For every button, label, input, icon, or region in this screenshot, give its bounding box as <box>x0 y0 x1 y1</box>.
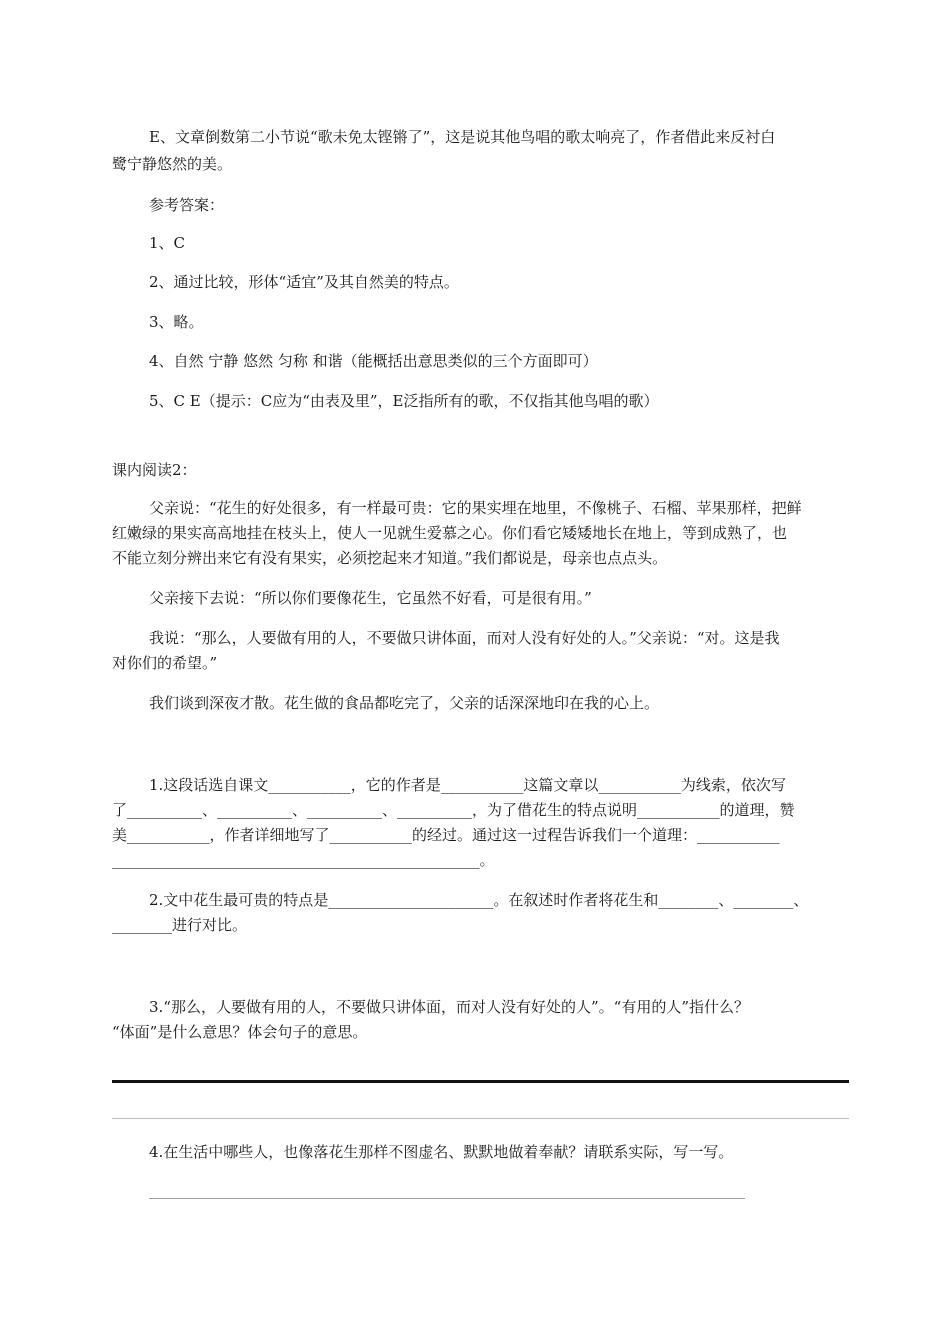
question-1-line-2: 了__________、__________、__________、__________，为了借花生的特点说明___________的道理，赞 <box>112 801 795 819</box>
question-1-line-4: _________________________________________________。 <box>112 851 495 869</box>
passage-p4: 我们谈到深夜才散。花生做的食品都吃完了，父亲的话深深地印在我的心上。 <box>149 694 660 712</box>
question-1-line-3: 美___________，作者详细地写了___________的经过。通过这一过程告诉我们一个道理：___________ <box>112 826 780 844</box>
question-2-line-1: 2.文中花生最可贵的特点是______________________。在叙述时作者将花生和________、________、 <box>149 891 809 909</box>
answer-line-thin <box>112 1118 849 1119</box>
answers-title: 参考答案： <box>149 196 225 214</box>
answer-5: 5、C E（提示：C应为“由表及里”，E泛指所有的歌，不仅指其他鸟唱的歌） <box>149 392 659 410</box>
passage-p1-line-2: 红嫩绿的果实高高地挂在枝头上，使人一见就生爱慕之心。你们看它矮矮地长在地上，等到成熟了，也 <box>112 524 788 542</box>
question-3-line-1: 3.“那么，人要做有用的人，不要做只讲体面，而对人没有好处的人”。“有用的人”指什么？ <box>149 998 749 1016</box>
question-1-line-1: 1.这段话选自课文___________，它的作者是___________这篇文章以___________为线索，依次写 <box>149 776 786 794</box>
option-e-line-2: 鹭宁静悠然的美。 <box>112 155 233 173</box>
answer-3: 3、略。 <box>149 313 204 331</box>
passage-p2: 父亲接下去说：“所以你们要像花生，它虽然不好看，可是很有用。” <box>149 589 592 607</box>
question-4-answer-line <box>149 1198 745 1199</box>
question-2-line-2: ________进行对比。 <box>112 916 248 934</box>
passage-p3-line-1: 我说：“那么，人要做有用的人，不要做只讲体面，而对人没有好处的人。”父亲说：“对。这是我 <box>149 629 780 647</box>
answer-1: 1、C <box>149 234 186 252</box>
option-e-line-1: E、文章倒数第二小节说“歌未免太铿锵了”，这是说其他鸟唱的歌太响亮了，作者借此来反衬白 <box>149 128 776 146</box>
reading2-title: 课内阅读2： <box>112 461 197 479</box>
passage-p1-line-1: 父亲说：“花生的好处很多，有一样最可贵：它的果实埋在地里，不像桃子、石榴、苹果那样，把鲜 <box>149 499 802 517</box>
passage-p3-line-2: 对你们的希望。” <box>112 654 218 672</box>
answer-line-thick <box>112 1080 849 1083</box>
answer-4: 4、自然 宁静 悠然 匀称 和谐（能概括出意思类似的三个方面即可） <box>149 352 598 370</box>
answer-2: 2、通过比较，形体“适宜”及其自然美的特点。 <box>149 273 459 291</box>
question-4: 4.在生活中哪些人，也像落花生那样不图虚名、默默地做着奉献？请联系实际，写一写。 <box>149 1143 734 1161</box>
passage-p1-line-3: 不能立刻分辨出来它有没有果实，必须挖起来才知道。”我们都说是，母亲也点点头。 <box>112 549 668 567</box>
question-3-line-2: “体面”是什么意思？体会句子的意思。 <box>112 1023 368 1041</box>
